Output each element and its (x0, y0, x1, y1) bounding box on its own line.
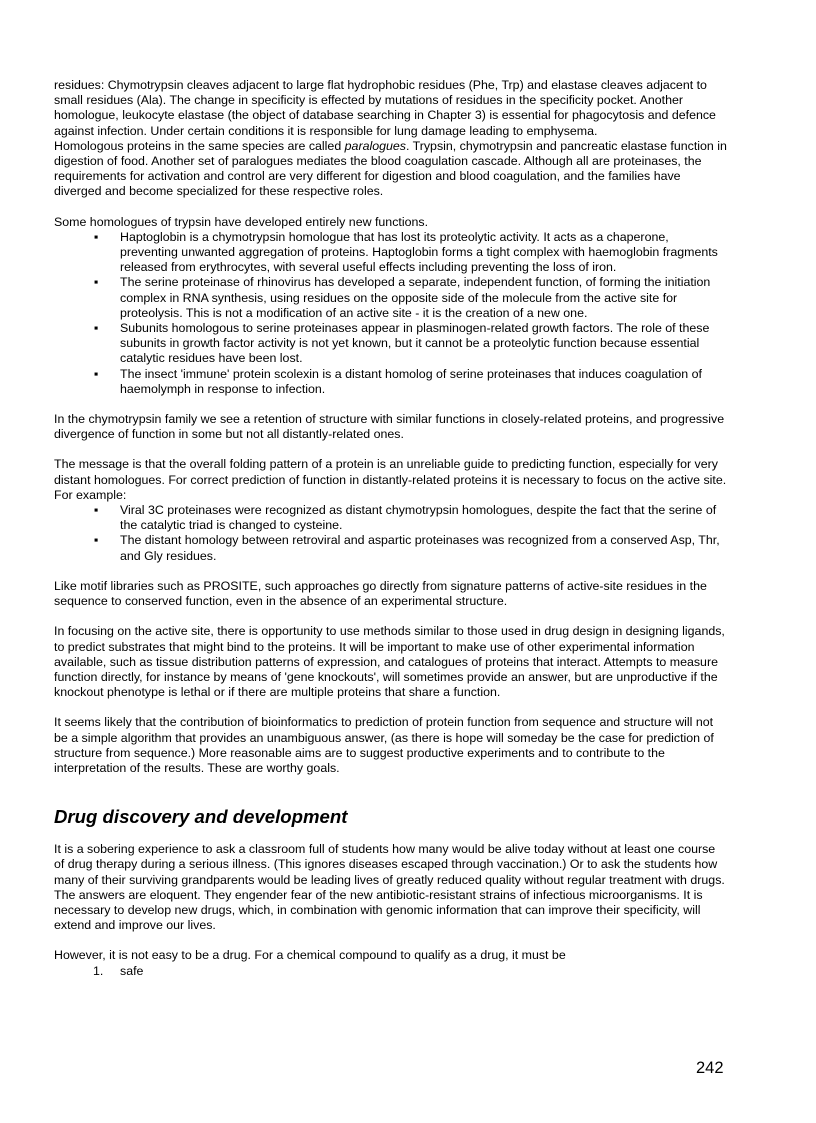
section-heading: Drug discovery and development (54, 806, 348, 828)
list-active-site-examples (54, 503, 728, 564)
list-item (54, 964, 728, 979)
paragraph-chymotrypsin-family: In the chymotrypsin family we see a retention of structure with similar functions in closely-related proteins, and progressive divergence of function in some but not all distantly-related ones. (54, 412, 725, 442)
paragraph-folding-pattern: The message is that the overall folding pattern of a protein is an unreliable guide to predicting function, especially for very distant homologues. For correct prediction of function in distantly-related proteins it is necessary to focus on the active site. For example: (54, 457, 727, 502)
list-item-text: The distant homology between retroviral and aspartic proteinases was recognized from a conserved Asp, Thr, and Gly residues. (120, 533, 720, 563)
list-item (54, 367, 728, 397)
paragraph-chymotrypsin-elastase: residues: Chymotrypsin cleaves adjacent to large flat hydrophobic residues (Phe, Trp) and elastase cleaves adjacent to small residues (Ala). The change in specificity is effected by mutations of residues in the specificity pocket. Another homologue, leukocyte elastase (the object of database searching in Chapter 3) is essential for phagocytosis and defence against infection. Under certain conditions it is responsible for lung damage leading to emphysema. (54, 78, 716, 138)
page-number: 242 (696, 1059, 724, 1077)
list-item (54, 533, 728, 563)
list-item (54, 275, 728, 321)
list-item (54, 503, 728, 533)
bullet-icon: ▪ (94, 366, 99, 381)
bullet-icon: ▪ (94, 321, 99, 336)
list-item (54, 321, 728, 367)
paralogues-text-end: . Trypsin, chymotrypsin and pancreatic elastase function in digestion of food. Another set of paralogues mediates the blood coagulation cascade. Although all are proteinases, the requirements for activation and control are very different for digestion and blood coagulation, and the families have diverged and become specialized for these respective roles. (54, 138, 727, 199)
paragraph-active-site-methods: In focusing on the active site, there is opportunity to use methods similar to those used in drug design in designing ligands, to predict substrates that might bind to the proteins. It will be important to make use of other experimental information available, such as tissue distribution patterns of expression, and catalogues of proteins that interact. Attempts to measure function directly, for instance by means of 'gene knockouts', will sometimes provide an answer, but are unproductive if the knockout phenotype is lethal or if there are multiple proteins that share a function. (54, 624, 725, 700)
list-item-text: The serine proteinase of rhinovirus has developed a separate, independent function, of forming the initiation complex in RNA synthesis, using residues on the opposite side of the molecule from the active site for proteolysis. This is not a modification of an active site - it is the creation of a new one. (120, 275, 711, 320)
paragraph-prosite: Like motif libraries such as PROSITE, such approaches go directly from signature patterns of active-site residues in the sequence to conserved function, even in the absence of an experimental structure. (54, 578, 707, 609)
list-item-number: 1. (93, 963, 104, 978)
document-page (54, 78, 728, 979)
list-item-text: Viral 3C proteinases were recognized as distant chymotrypsin homologues, despite the fact that the serine of the catalytic triad is changed to cysteine. (120, 503, 717, 533)
list-new-functions (54, 230, 728, 397)
paragraph-paralogues (54, 139, 728, 200)
paralogues-term: paralogues (344, 138, 406, 153)
list-item-text: Haptoglobin is a chymotrypsin homologue that has lost its proteolytic activity. It acts as a chaperone, preventing unwanted aggregation of proteins. Haptoglobin forms a tight complex with haemoglobin fragments released from erythrocytes, with several useful effects including preventing the loss of iron. (120, 229, 718, 275)
paralogues-text-start: Homologous proteins in the same species are called (54, 138, 345, 153)
bullet-icon: ▪ (94, 229, 99, 244)
list-item (54, 230, 728, 276)
paragraph-drug-requirements: However, it is not easy to be a drug. For a chemical compound to qualify as a drug, it must be (54, 948, 566, 963)
paragraph-sobering-experience: It is a sobering experience to ask a classroom full of students how many would be alive today without at least one course of drug therapy during a serious illness. (This ignores diseases escaped through vaccination.) Or to ask the students how many of their surviving grandparents would be leading lives of greatly reduced quality without regular treatment with drugs. The answers are eloquent. They engender fear of the new antibiotic-resistant strains of infectious microorganisms. It is necessary to develop new drugs, which, in combination with genomic information that can improve their specificity, will extend and improve our lives. (54, 842, 725, 933)
paragraph-new-functions-intro: Some homologues of trypsin have developed entirely new functions. (54, 214, 429, 229)
bullet-icon: ▪ (94, 275, 99, 290)
bullet-icon: ▪ (94, 533, 99, 548)
list-drug-criteria (54, 964, 728, 979)
list-item-text: The insect 'immune' protein scolexin is a distant homolog of serine proteinases that induces coagulation of haemolymph in response to infection. (120, 366, 702, 396)
bullet-icon: ▪ (94, 503, 99, 518)
list-item-text: safe (120, 963, 144, 978)
list-item-text: Subunits homologous to serine proteinases appear in plasminogen-related growth factors. The role of these subunits in growth factor activity is not yet known, but it cannot be a proteolytic function because essential catalytic residues have been lost. (120, 321, 710, 366)
paragraph-bioinformatics-contribution: It seems likely that the contribution of bioinformatics to prediction of protein function from sequence and structure will not be a simple algorithm that provides an unambiguous answer, (as there is hope will someday be the case for prediction of structure from sequence.) More reasonable aims are to suggest productive experiments and to contribute to the interpretation of the results. These are worthy goals. (54, 715, 714, 775)
